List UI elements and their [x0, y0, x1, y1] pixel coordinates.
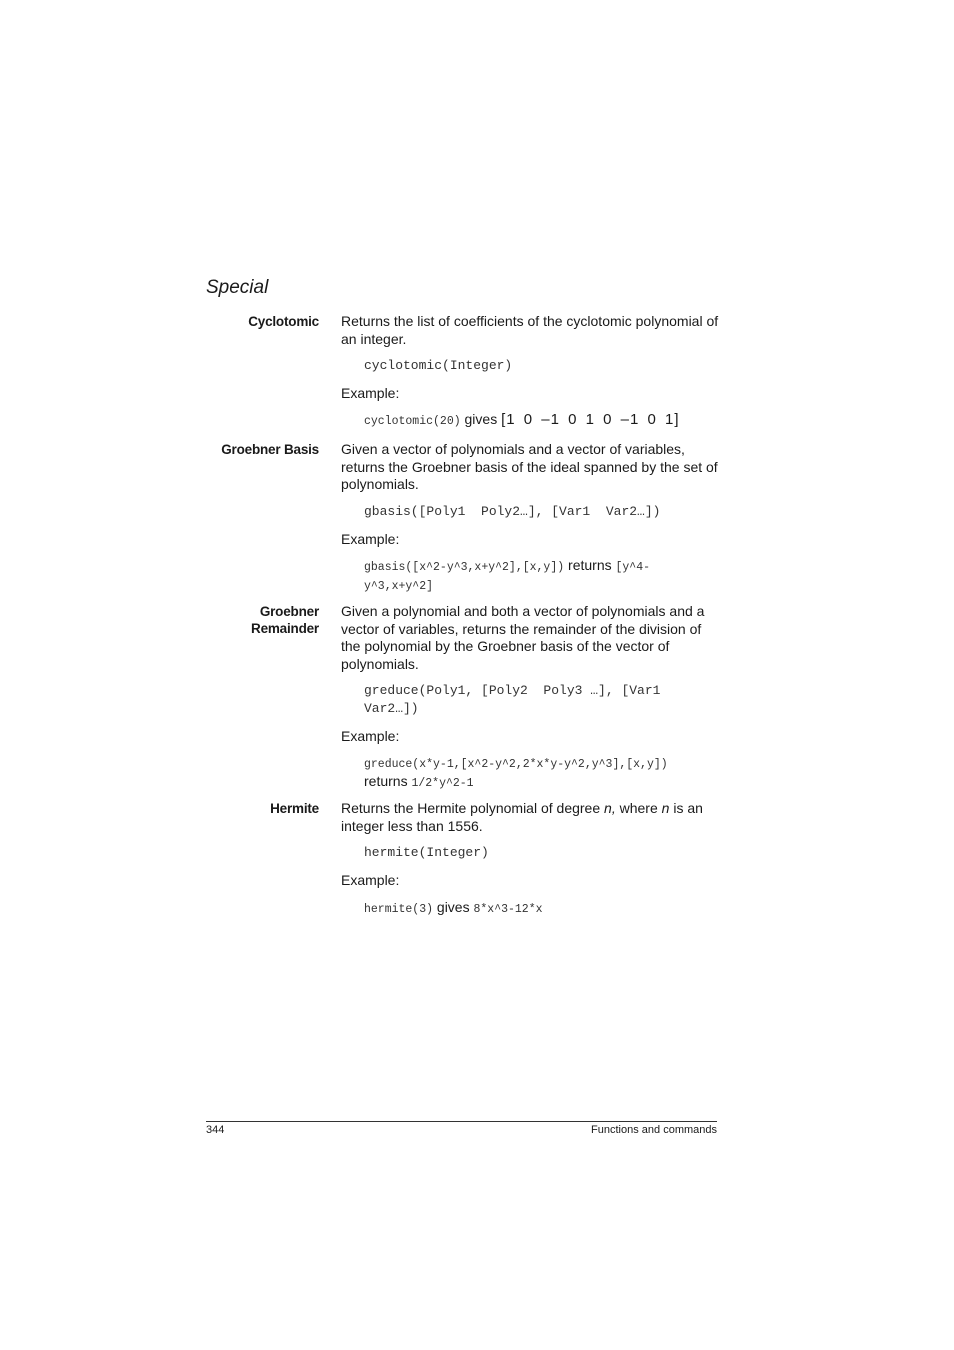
example-result: 8*x^3-12*x: [473, 903, 543, 916]
example-groebner-basis: [364, 557, 684, 595]
entry-description-groebner-basis: Given a vector of polynomials and a vector of variables, returns the Groebner basis of the ideal spanned by the set of polynomials.: [341, 441, 718, 492]
entry-description-cyclotomic: Returns the list of coefficients of the cyclotomic polynomial of an integer.: [341, 313, 719, 347]
description-text: is an integer less than 1556.: [341, 800, 703, 834]
description-text: where: [615, 800, 662, 816]
example-connector: returns: [568, 557, 612, 573]
example-connector: gives: [436, 899, 470, 915]
syntax-cyclotomic: cyclotomic(Integer): [364, 358, 513, 373]
example-code: hermite(3): [364, 903, 434, 916]
variable-n: n,: [604, 800, 616, 816]
entry-description-groebner-remainder: Given a polynomial and both a vector of polynomials and a vector of variables, returns the remainder of the division of the polynomial by the Groebner basis of the vector of polynomials.: [341, 603, 705, 672]
example-connector: returns: [364, 773, 408, 789]
example-label-groebner-basis: Example:: [341, 531, 400, 547]
entry-label-line: Groebner: [259, 604, 319, 619]
page-number: 344: [206, 1124, 225, 1136]
example-label-hermite: Example:: [341, 872, 400, 888]
entry-label-line: Remainder: [251, 621, 319, 636]
entry-label-hermite: Hermite: [270, 801, 319, 816]
example-result: [y^4-y^3,x+y^2]: [364, 561, 651, 593]
syntax-groebner-remainder: greduce(Poly1, [Poly2 Poly3 …], [Var1 Var2…]): [364, 683, 669, 716]
example-code: greduce(x*y-1,[x^2-y^2,2*x*y-y^2,y^3],[x,y]): [364, 758, 668, 771]
example-hermite: [364, 899, 714, 918]
example-result: [1 0 –1 0 1 0 –1 0 1]: [501, 411, 680, 428]
example-cyclotomic: [364, 411, 714, 430]
entry-label-cyclotomic: Cyclotomic: [248, 314, 319, 329]
example-code: gbasis([x^2-y^3,x+y^2],[x,y]): [364, 561, 565, 574]
entry-label-groebner-remainder: [206, 603, 319, 637]
section-title: Special: [206, 277, 269, 298]
syntax-groebner-basis: gbasis([Poly1 Poly2…], [Var1 Var2…]): [364, 504, 661, 519]
description-text: Returns the Hermite polynomial of degree: [341, 800, 605, 816]
entry-label-groebner-basis: Groebner Basis: [221, 442, 319, 457]
entry-description-hermite: [341, 800, 721, 835]
example-label-groebner-remainder: Example:: [341, 728, 400, 744]
example-groebner-remainder: [364, 754, 714, 792]
footer-divider: [206, 1121, 717, 1122]
example-result: 1/2*y^2-1: [411, 777, 474, 790]
example-label-cyclotomic: Example:: [341, 385, 400, 401]
example-code: cyclotomic(20): [364, 415, 461, 428]
example-connector: gives: [464, 411, 498, 427]
variable-n: n: [661, 800, 670, 816]
chapter-title: Functions and commands: [591, 1124, 717, 1136]
syntax-hermite: hermite(Integer): [364, 845, 489, 860]
